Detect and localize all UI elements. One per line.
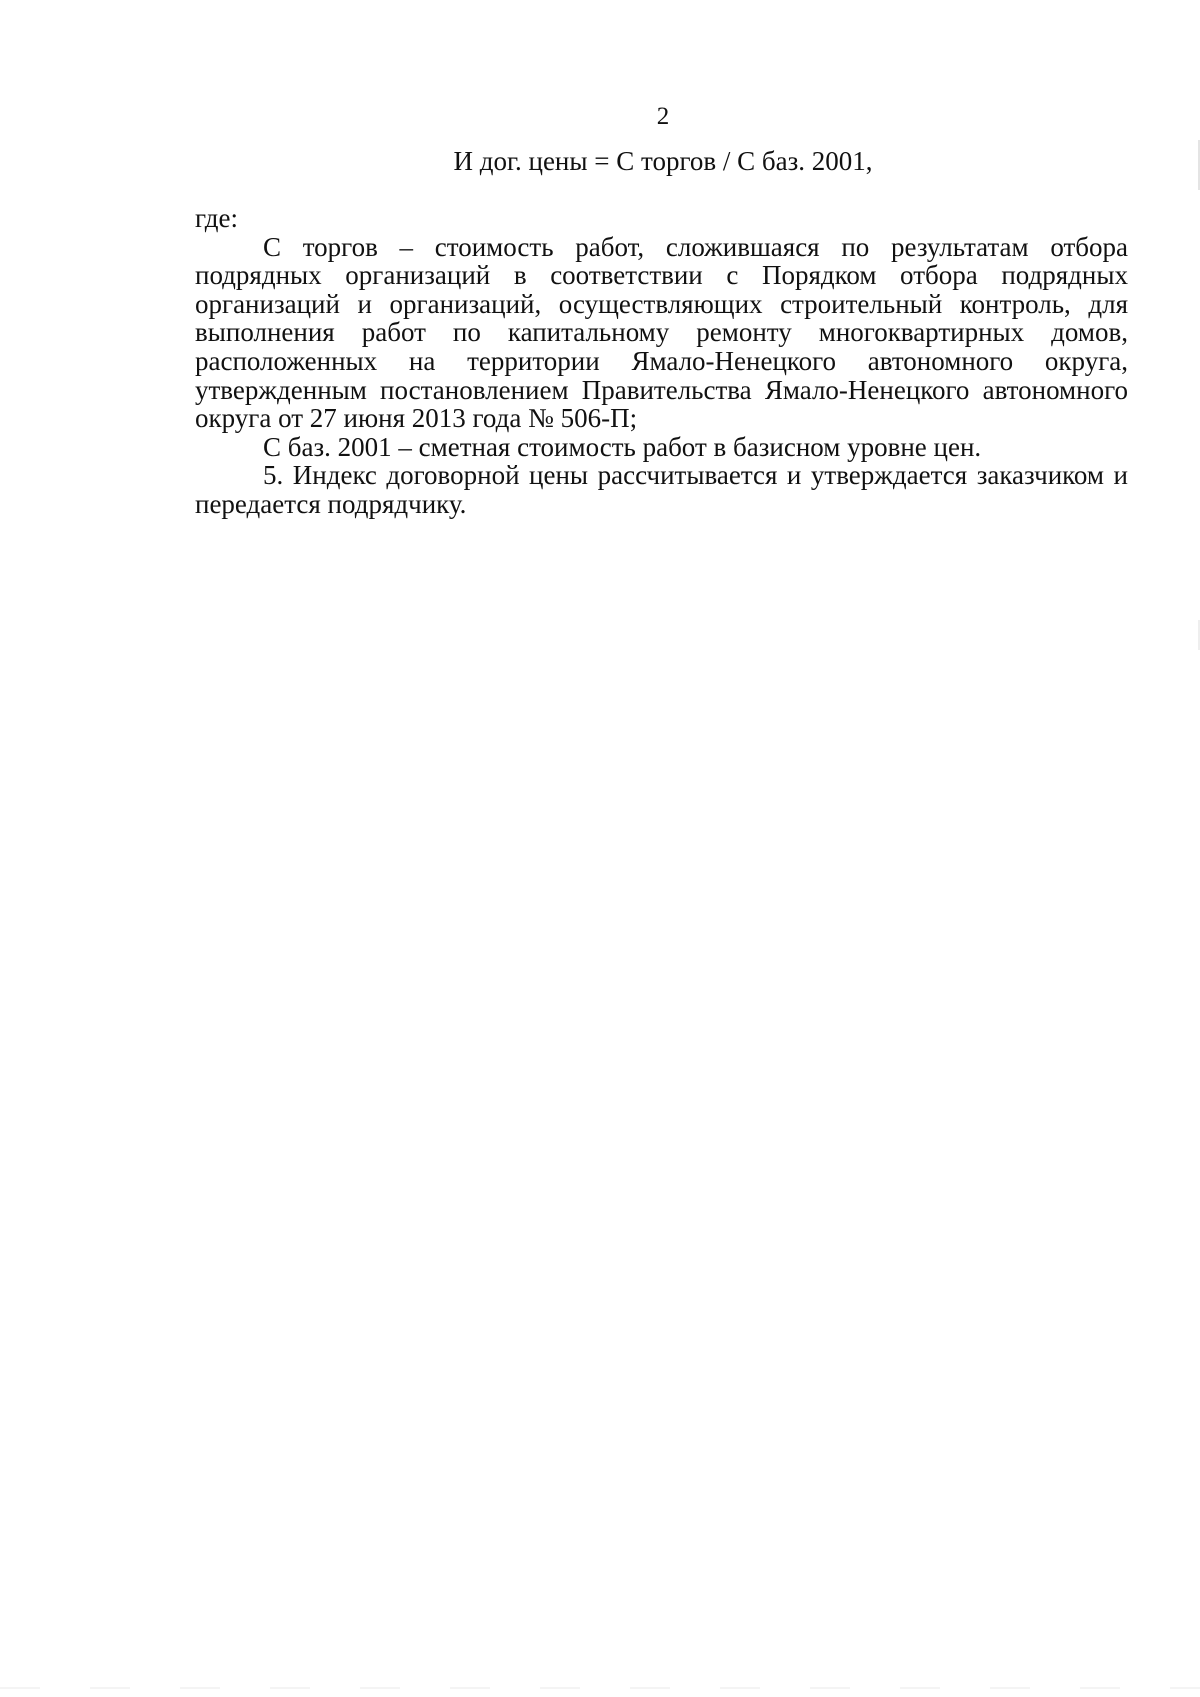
scan-bottom-noise [0, 1687, 1200, 1689]
body-text [195, 204, 1128, 519]
paragraph-s-torgov: С торгов – стоимость работ, сложившаяся по результатам отбора подрядных организаций в соответствии с Порядком отбора подрядных организаций и организаций, осуществляющих строительный контроль, для выполнения работ по капитальному ремонту многоквартирных домов, расположенных на территории Ямало-Ненецкого автономного округа, утвержденным постановлением Правительства Ямало-Ненецкого автономного округа от 27 июня 2013 года № 506-П; [195, 231, 1128, 434]
page-number: 2 [656, 103, 670, 130]
formula: И дог. цены = С торгов / С баз. 2001, [453, 146, 873, 176]
paragraph-item-5: 5. Индекс договорной цены рассчитывается и утверждается заказчиком и передается подрядчику. [195, 460, 1128, 519]
paragraph-s-baz: С баз. 2001 – сметная стоимость работ в базисном уровне цен. [263, 431, 982, 462]
where-label: где: [195, 203, 238, 233]
